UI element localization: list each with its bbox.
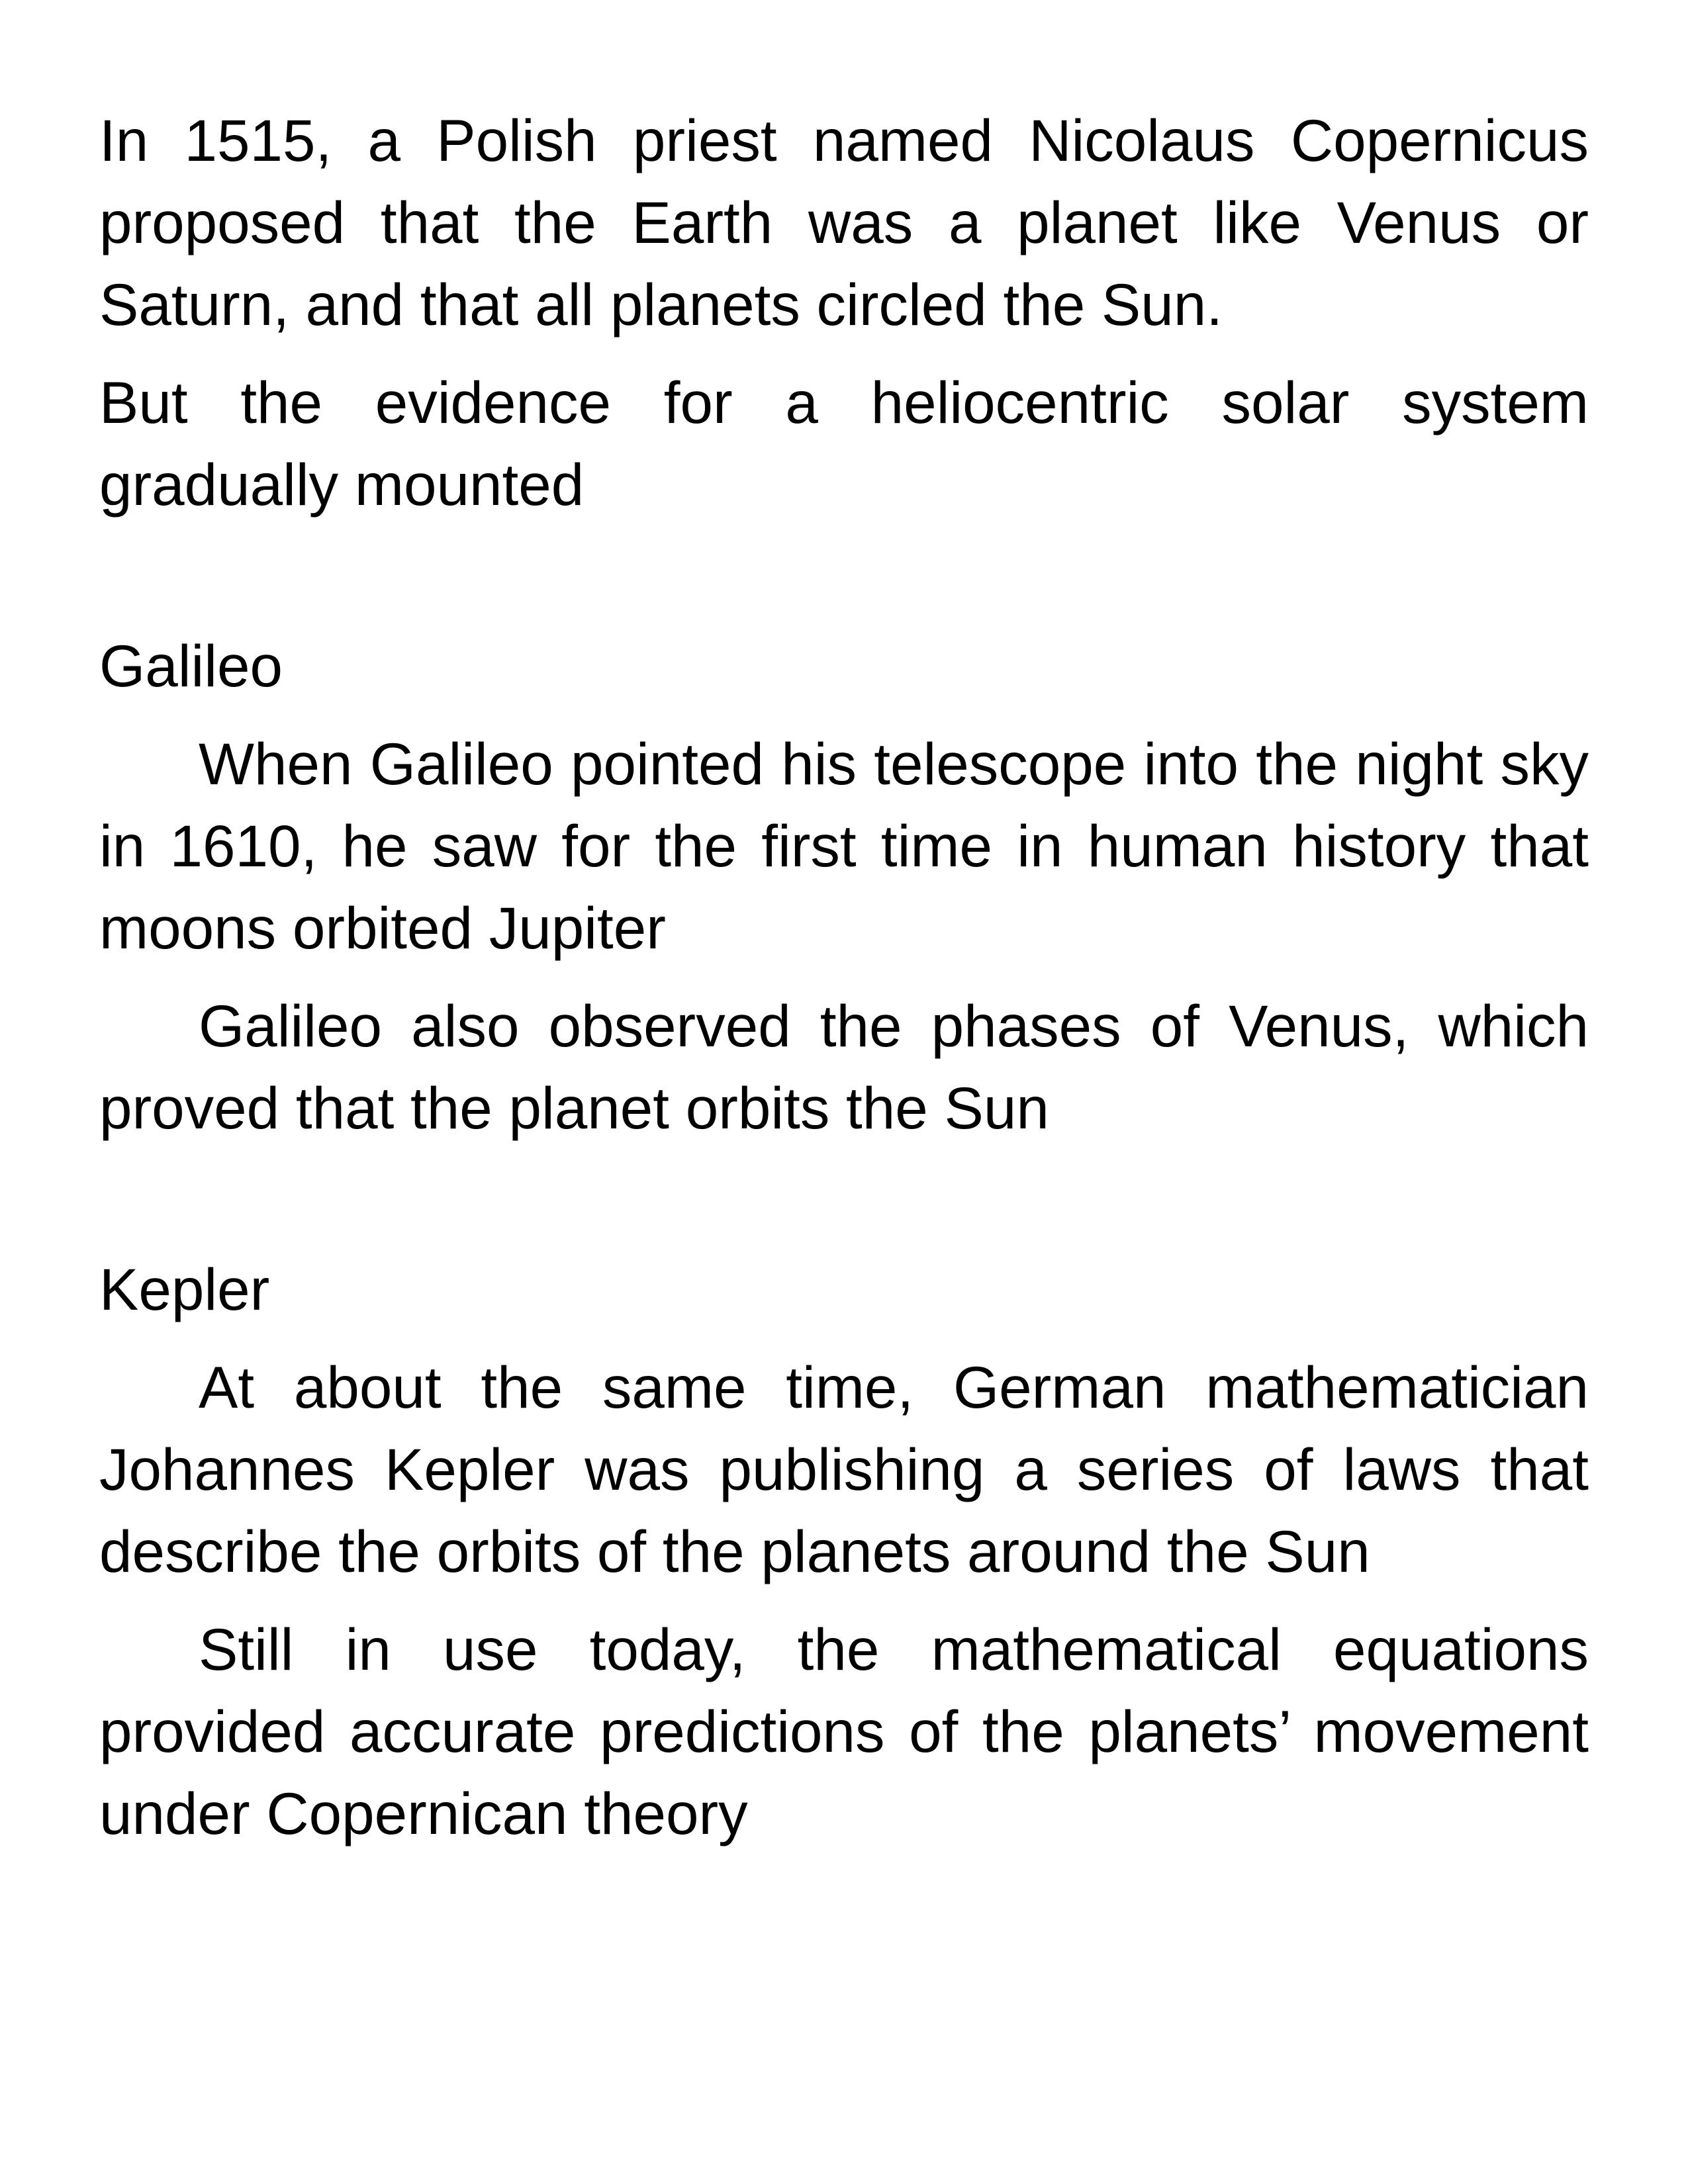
galileo-paragraph-venus: Galileo also observed the phases of Venus, which proved that the planet orbits the Sun — [99, 993, 1589, 1141]
heading-spacer — [99, 1330, 1589, 1346]
kepler-paragraph-laws: At about the same time, German mathematician Johannes Kepler was publishing a series of laws that describe the orbits of the planets around the Sun — [99, 1354, 1589, 1584]
kepler-paragraph-equations: Still in use today, the mathematical equations provided accurate predictions of the planets’ movement under Copernican theory — [99, 1616, 1589, 1846]
document-page — [99, 99, 1589, 1854]
section-heading-galileo: Galileo — [99, 633, 283, 699]
intro-paragraph-evidence: But the evidence for a heliocentric solar system gradually mounted — [99, 369, 1589, 518]
galileo-paragraph-jupiter: When Galileo pointed his telescope into the night sky in 1610, he saw for the first time in human history that moons orbited Jupiter — [99, 731, 1589, 961]
section-heading-kepler: Kepler — [99, 1256, 270, 1322]
section-spacer — [99, 525, 1589, 625]
section-spacer — [99, 1149, 1589, 1248]
intro-paragraph-copernicus: In 1515, a Polish priest named Nicolaus Copernicus proposed that the Earth was a planet like Venus or Saturn, and that all planets circled the Sun. — [99, 107, 1589, 338]
heading-spacer — [99, 707, 1589, 723]
